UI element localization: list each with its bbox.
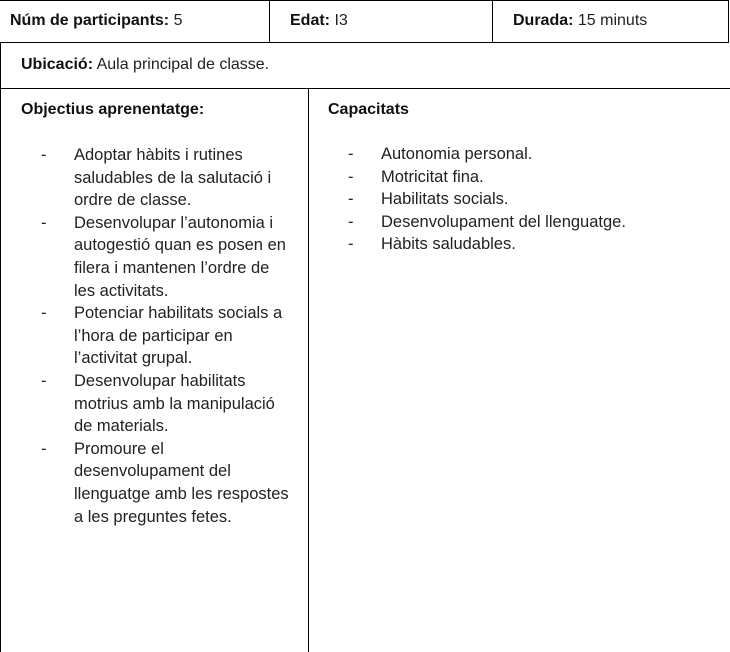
dash-bullet: - [348,190,354,209]
objectives-list [21,144,308,528]
list-item [328,211,730,234]
list-item-text: Motricitat fina. [381,167,484,186]
list-item-text: Potenciar habilitats socials a l’hora de participar en l’activitat grupal. [74,304,283,368]
dash-bullet: - [348,212,354,231]
list-item-text: Desenvolupar l’autonomia i autogestió quan es posen en filera i mantenen l’ordre de les activitats. [74,213,286,300]
duration-label: Durada: [513,12,574,29]
duration-value: 15 minuts [573,12,648,29]
dash-bullet: - [41,213,47,232]
list-item [21,438,308,528]
list-item [21,144,308,212]
list-item [328,188,730,211]
participants-label: Núm de participants: [10,12,170,29]
participants-value: 5 [169,12,183,29]
list-item-text: Hàbits saludables. [381,235,516,254]
list-item-text: Adoptar hàbits i rutines saludables de la salutació i ordre de classe. [74,146,272,210]
capacities-list [328,143,730,256]
participants-cell [0,1,270,42]
list-item-text: Desenvolupament del llenguatge. [381,212,626,231]
dash-bullet: - [348,235,354,254]
info-row [0,0,729,43]
objectives-column [1,88,309,652]
dash-bullet: - [41,439,47,458]
dash-bullet: - [41,371,47,390]
list-item-text: Promoure el desenvolupament del llenguatge amb les respostes a les preguntes fetes. [74,439,289,526]
capacities-heading: Capacitats [328,101,409,118]
dash-bullet: - [41,146,47,164]
age-label: Edat: [290,12,330,29]
list-item [21,212,308,302]
dash-bullet: - [348,145,354,163]
objectives-heading: Objectius aprenentatge: [21,101,205,118]
list-item [328,166,730,189]
age-value: I3 [330,12,348,29]
dash-bullet: - [348,167,354,186]
location-row [0,42,730,89]
capacities-column [309,88,730,652]
list-item-text: Habilitats socials. [381,190,509,209]
age-cell [270,1,493,42]
duration-cell [493,1,729,42]
list-item [328,143,730,166]
location-label: Ubicació: [21,56,94,73]
dash-bullet: - [41,304,47,323]
list-item [21,370,308,438]
list-item [328,233,730,256]
list-item-text: Autonomia personal. [381,145,533,163]
location-value: Aula principal de classe. [93,56,270,73]
list-item-text: Desenvolupar habilitats motrius amb la manipulació de materials. [74,371,275,436]
list-item [21,302,308,370]
content-row [0,88,730,652]
